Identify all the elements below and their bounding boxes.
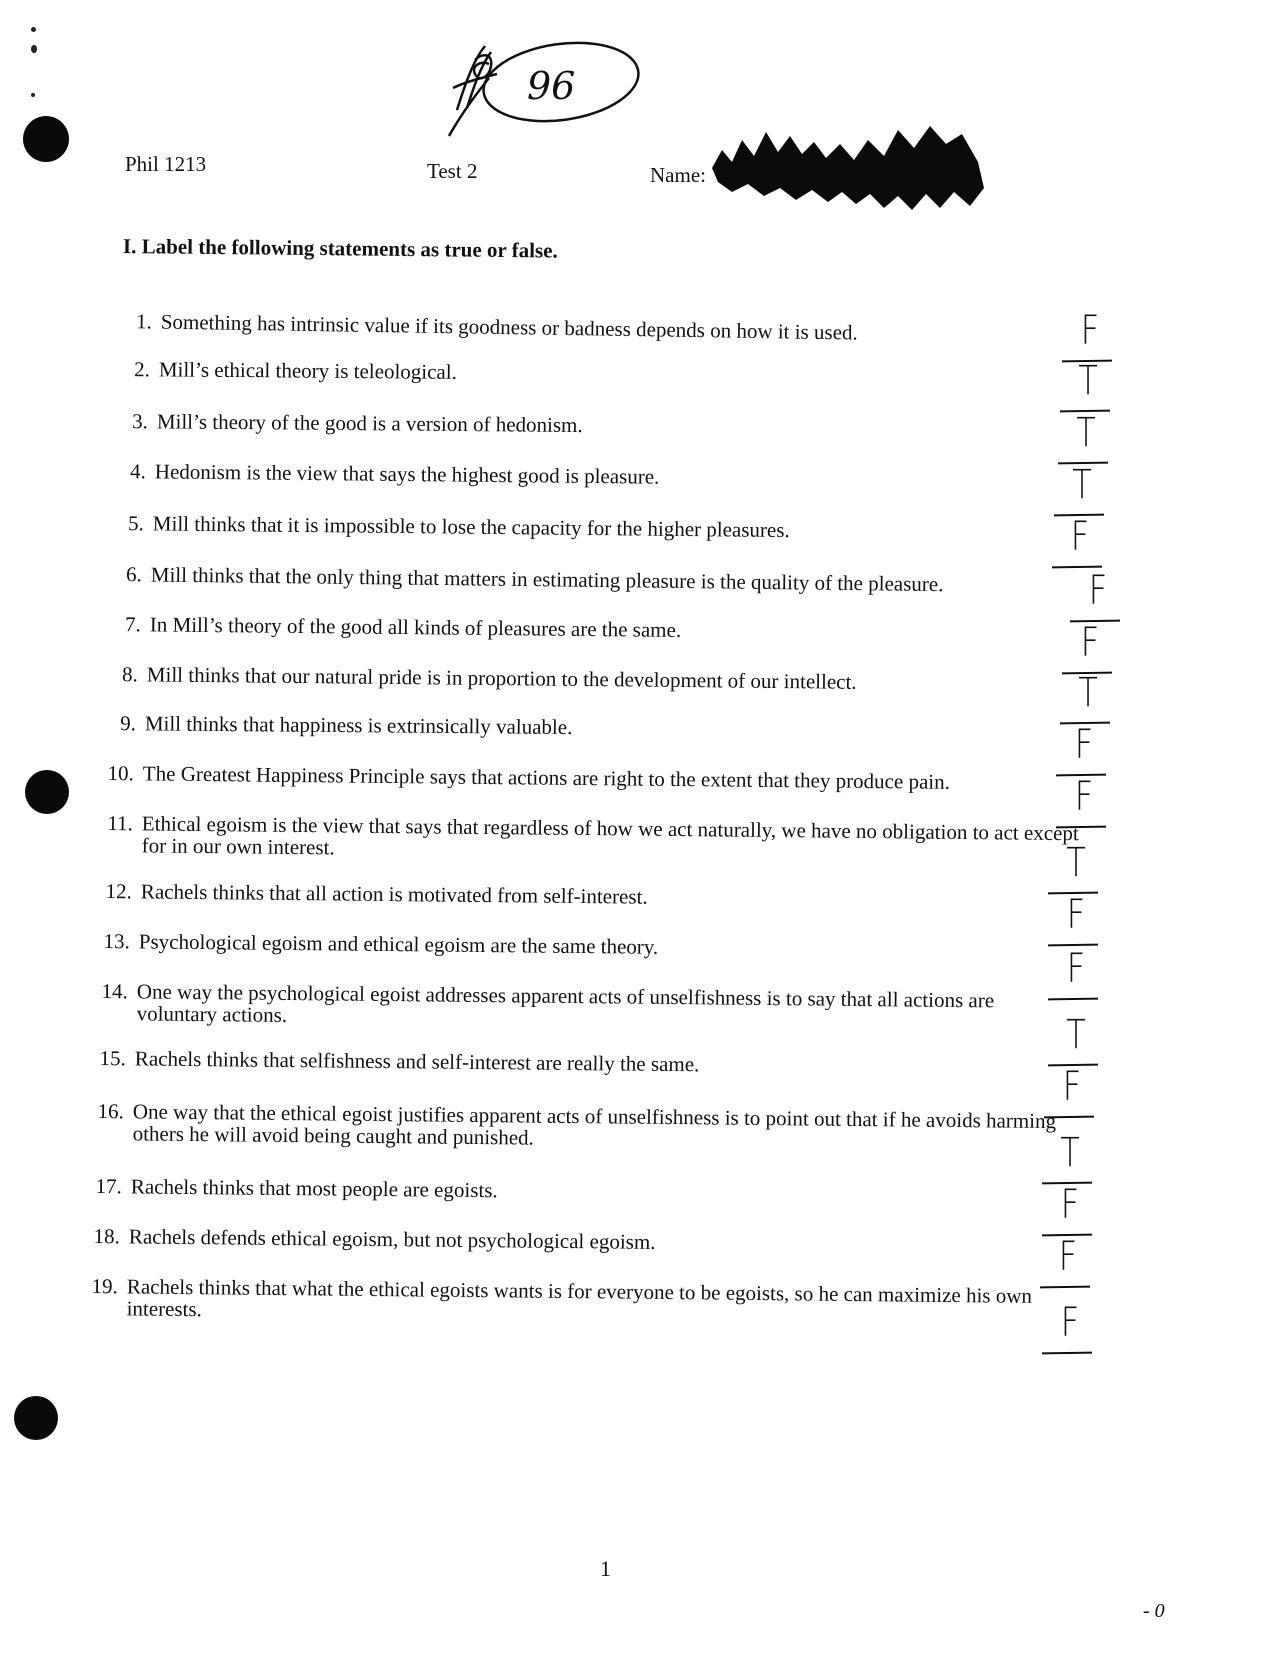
question-text: One way that the ethical egoist justifies apparent acts of unselfishness is to point out that if he avoids harming others he will avoid being caught and punished.	[132, 1099, 1057, 1150]
handwritten-answer	[1056, 410, 1112, 466]
question-number: 15.	[99, 1046, 127, 1071]
binder-hole-bottom	[14, 1396, 58, 1440]
handwritten-answer	[1050, 514, 1106, 570]
handwritten-answer	[1040, 1300, 1096, 1356]
question-text: In Mill’s theory of the good all kinds of pleasures are the same.	[149, 612, 682, 642]
question-number: 6.	[125, 562, 143, 587]
scan-speck	[31, 27, 36, 32]
question-number: 12.	[105, 879, 133, 904]
question-text: Mill’s ethical theory is teleological.	[158, 357, 458, 384]
question-number: 2.	[134, 357, 151, 382]
question-item	[120, 358, 1120, 389]
question-number: 10.	[107, 761, 135, 786]
question-item	[94, 1100, 1094, 1154]
name-label: Name:	[650, 163, 706, 187]
question-text: Rachels thinks that all action is motivated from self-interest.	[140, 879, 648, 909]
question-text: Rachels thinks that most people are egoists.	[130, 1174, 498, 1203]
question-number: 1.	[135, 309, 153, 334]
answer-letter: F	[1074, 722, 1094, 768]
question-item	[100, 930, 1100, 962]
question-text: Rachels defends ethical egoism, but not psychological egoism.	[128, 1224, 656, 1254]
scan-speck	[31, 93, 35, 97]
question-item	[88, 1275, 1088, 1329]
handwritten-answer	[1038, 1234, 1094, 1290]
answer-letter: T	[1072, 462, 1092, 508]
page-number: 1	[600, 1556, 611, 1581]
answer-letter: F	[1074, 774, 1094, 820]
question-item	[106, 712, 1106, 743]
question-item	[98, 980, 1098, 1034]
question-number: 16.	[97, 1099, 125, 1124]
question-text: The Greatest Happiness Principle says that actions are right to the extent that they produce pain.	[142, 761, 951, 794]
answer-underline	[1042, 1352, 1092, 1355]
answer-letter: T	[1066, 840, 1086, 886]
handwritten-answer	[1040, 1130, 1096, 1186]
answer-letter: F	[1088, 568, 1108, 614]
question-number: 19.	[91, 1274, 119, 1299]
question-item	[92, 1175, 1092, 1207]
question-number: 8.	[122, 662, 139, 687]
question-number: 18.	[93, 1224, 121, 1249]
question-number: 4.	[130, 459, 147, 484]
answer-letter: T	[1066, 1012, 1086, 1058]
question-text: Mill thinks that the only thing that matters in estimating pleasure is the quality of the pleasure.	[150, 562, 944, 597]
question-item	[96, 1047, 1096, 1079]
section-heading: I. Label the following statements as true or false.	[122, 234, 558, 263]
question-number: 17.	[95, 1174, 123, 1199]
handwritten-answer	[1046, 840, 1102, 896]
handwritten-answer	[1060, 620, 1116, 676]
question-item	[116, 460, 1116, 492]
question-text: One way the psychological egoist addresses apparent acts of unselfishness is to say that all actions are voluntary actions.	[136, 979, 995, 1027]
answer-letter: F	[1070, 514, 1090, 560]
handwritten-answer	[1060, 308, 1116, 364]
handwritten-answer	[1058, 670, 1114, 726]
question-number: 13.	[103, 929, 131, 954]
handwritten-grade	[445, 38, 645, 148]
question-text: Hedonism is the view that says the highest good is pleasure.	[154, 459, 660, 489]
scan-speck	[31, 45, 37, 53]
binder-hole-middle	[25, 770, 69, 814]
question-number: 14.	[101, 979, 129, 1004]
answer-letter: F	[1062, 1064, 1082, 1110]
question-number: 11.	[107, 811, 134, 836]
question-item	[102, 880, 1102, 912]
question-text: Ethical egoism is the view that says that regardless of how we act naturally, we have no obligation to act except for in our own interest.	[141, 811, 1079, 860]
question-item	[90, 1225, 1090, 1257]
answer-letter: F	[1066, 892, 1086, 938]
question-text: Rachels thinks that selfishness and self-interest are really the same.	[134, 1046, 700, 1077]
question-number: 7.	[125, 612, 142, 637]
handwritten-answer	[1058, 358, 1114, 414]
answer-letter: F	[1060, 1300, 1080, 1346]
question-item	[114, 512, 1114, 544]
question-item	[104, 762, 1104, 794]
handwritten-answer	[1054, 722, 1110, 778]
course-label: Phil 1213	[125, 152, 207, 176]
question-item	[111, 613, 1111, 645]
binder-hole-top	[23, 116, 69, 162]
question-text: Mill thinks that it is impossible to lose the capacity for the higher pleasures.	[152, 511, 790, 543]
handwritten-answer	[1068, 568, 1124, 624]
question-number: 3.	[132, 409, 149, 434]
handwritten-answer	[1052, 462, 1108, 518]
question-text: Mill thinks that happiness is extrinsically valuable.	[144, 711, 573, 740]
test-label: Test 2	[427, 159, 478, 183]
question-text: Mill’s theory of the good is a version of hedonism.	[156, 409, 583, 438]
question-text: Something has intrinsic value if its goodness or badness depends on how it is used.	[160, 309, 858, 345]
question-text: Rachels thinks that what the ethical egoists wants is for everyone to be egoists, so he can maximize his own interests.	[126, 1274, 1033, 1322]
question-text: Mill thinks that our natural pride is in proportion to the development of our intellect.	[146, 662, 857, 694]
question-number: 5.	[128, 511, 145, 536]
redacted-name-scribble	[708, 122, 988, 214]
corner-mark: - 0	[1143, 1600, 1165, 1622]
answer-letter: T	[1078, 358, 1098, 404]
answer-letter: F	[1066, 946, 1086, 992]
answer-letter: T	[1060, 1130, 1080, 1176]
question-item	[108, 663, 1108, 695]
question-text: Psychological egoism and ethical egoism are the same theory.	[138, 929, 659, 959]
question-item	[122, 310, 1122, 348]
answer-letter: F	[1060, 1182, 1080, 1228]
answer-letter: T	[1076, 410, 1096, 456]
handwritten-answer	[1040, 1182, 1096, 1238]
question-item	[112, 563, 1112, 597]
grade-score: 96	[527, 64, 576, 108]
answer-letter: F	[1080, 308, 1100, 354]
answer-letter: F	[1080, 620, 1100, 666]
question-item	[103, 812, 1103, 866]
question-number: 9.	[120, 711, 137, 736]
answer-letter: T	[1078, 670, 1098, 716]
answer-letter: F	[1058, 1234, 1078, 1280]
question-item	[118, 410, 1118, 441]
